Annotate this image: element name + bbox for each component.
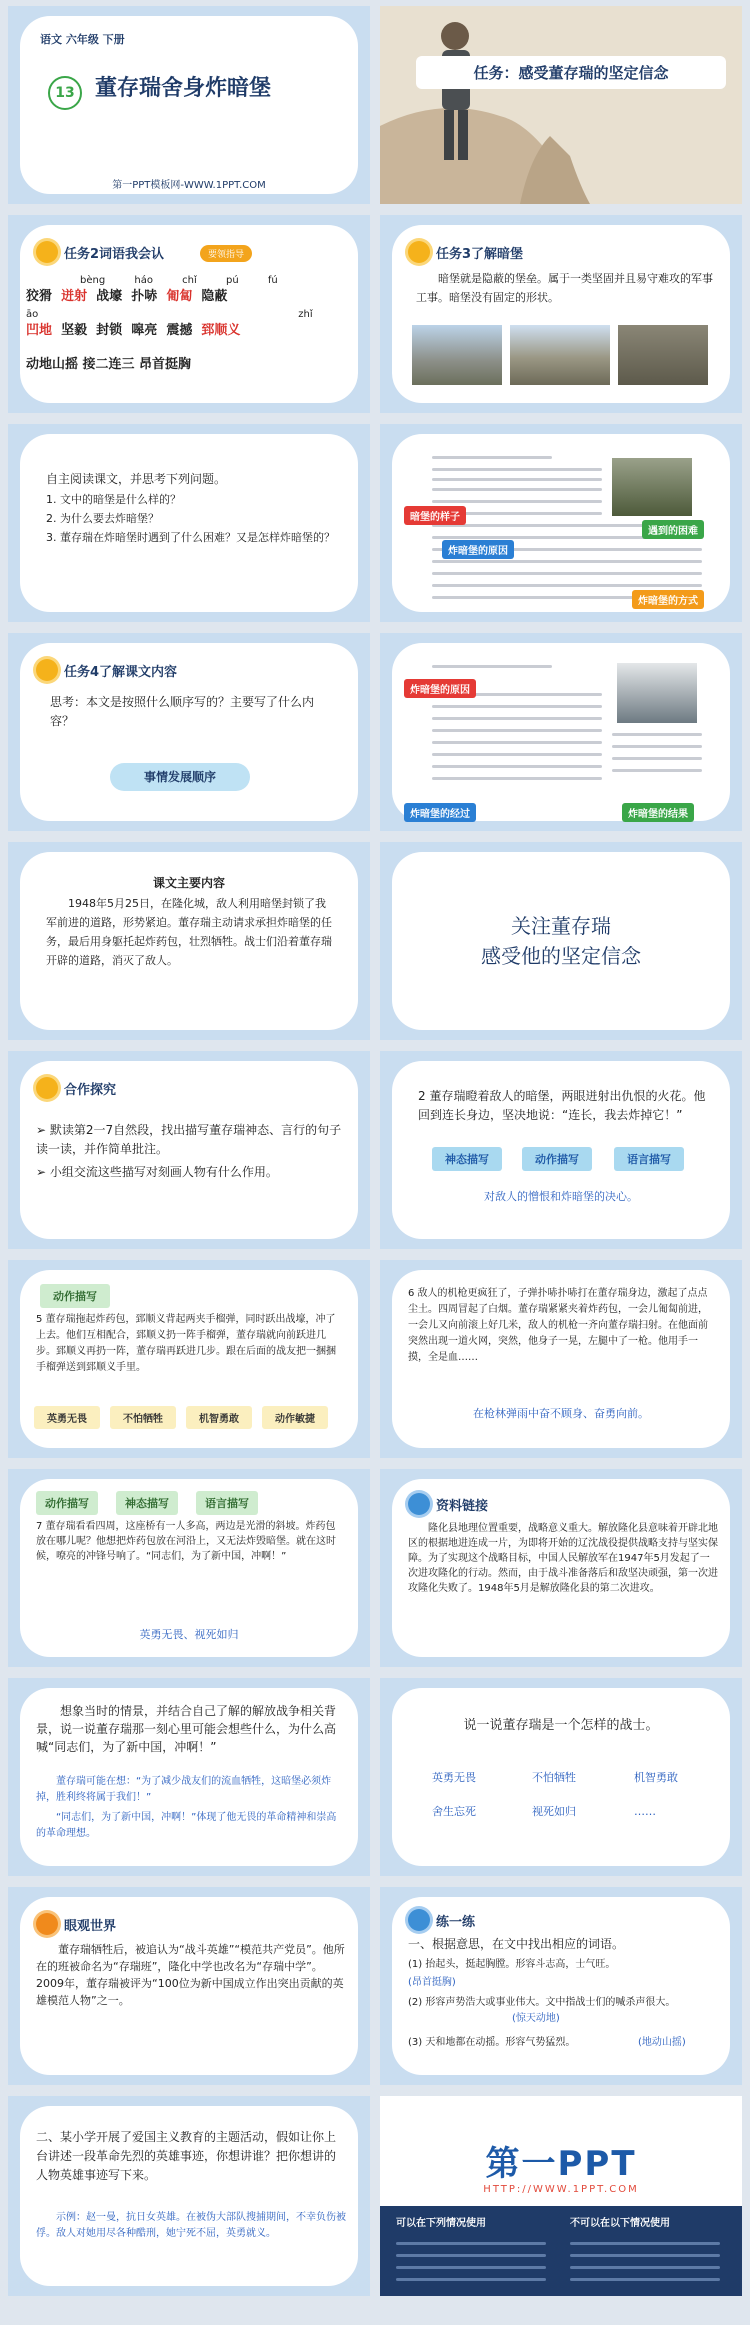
tag-difficulty: 遇到的困难 [642,520,704,539]
question-3: 3. 董存瑞在炸暗堡时遇到了什么困难？又是怎样炸暗堡的？ [46,531,335,544]
sun-icon [36,241,58,263]
globe-icon [36,1913,58,1935]
focus-line-1: 关注董存瑞 [511,914,611,938]
summary-body: 1948年5月25日，在隆化城，敌人利用暗堡封锁了我军前进的道路，形势紧迫。董存瑞主动请求承担炸暗堡的任务，最后用身躯托起炸药包，壮烈牺牲。战士们沿着董存瑞开辟的道路，消灭了敌人。 [46,897,332,967]
warrior-question: 说一说董存瑞是一个怎样的战士。 [463,1718,659,1733]
practice-a3: (地动山摇) [638,2037,686,2048]
slide-para6 [380,1260,742,1458]
vocab-line-1: 狡猾 迸射 战壕 扑哧 匍匐 隐蔽 [26,289,228,304]
trait-1: 英勇无畏 [432,1771,476,1784]
guide-badge[interactable]: 要领指导 [200,245,252,262]
reference-header: 资料链接 [408,1493,488,1515]
cooperation-bullet-1: ➢ 默读第2一7自然段，找出描写董存瑞神态、言行的句子读一读，并作简单批注。 [36,1123,342,1156]
question-2: 2. 为什么要去炸暗堡？ [46,512,159,525]
writing-question: 二、某小学开展了爱国主义教育的主题活动，假如让你上台讲述一段革命先烈的英雄事迹，你想讲谁？把你想讲的人物英雄事迹写下来。 [36,2130,337,2182]
slide-vocabulary [8,215,370,413]
para7-note: 英勇无畏、视死如归 [139,1628,239,1641]
tag-expression: 神态描写 [432,1147,502,1171]
slide-text-annotated-1 [380,424,742,622]
bunker-photo-2 [510,325,610,385]
pinyin-row-2: āo zhǐ [26,309,313,320]
focus-line-2: 感受他的坚定信念 [481,944,641,968]
trait-more: …… [634,1805,656,1818]
practice-header: 练一练 [408,1909,475,1931]
slide-task-banner [380,6,742,204]
tag-expression: 神态描写 [116,1491,178,1515]
illustration [612,458,692,516]
slide-para5 [8,1260,370,1458]
slide-reading-questions [8,424,370,622]
slide-text-annotated-2 [380,633,742,831]
answer-cloud: 事情发展顺序 [110,763,250,791]
thinking-question: 思考：本文是按照什么顺序写的？主要写了什么内容？ [50,695,315,728]
slide-warrior [380,1678,742,1876]
slide-imagine [8,1678,370,1876]
task-banner: 任务：感受董存瑞的坚定信念 [416,56,726,89]
pinyin-row: bèng háo chǐ pú fú [80,275,278,286]
grade-label: 语文 六年级 下册 [40,33,125,46]
practice-q2: (2) 形容声势浩大或事业伟大。文中指战士们的喊杀声很大。 [408,1997,676,2008]
summary-title: 课文主要内容 [152,876,225,890]
tag-action: 动作描写 [522,1147,592,1171]
tag-action: 动作描写 [40,1284,110,1308]
slide-practice [380,1887,742,2085]
site-label: 第一PPT模板网-WWW.1PPT.COM [112,180,266,191]
tag-reason: 炸暗堡的原因 [404,679,476,698]
imagine-question: 想象当时的情景，并结合自己了解的解放战争相关背景，说一说董存瑞那一刻心里可能会想些什么，为什么高喊“同志们，为了新中国，冲啊！” [36,1704,337,1754]
slide-para7 [8,1469,370,1667]
practice-title: 一、根据意思，在文中找出相应的词语。 [408,1937,625,1951]
reading-prompt: 自主阅读课文，并思考下列问题。 [46,472,227,486]
para6-note: 在枪林弹雨中奋不顾身、奋勇向前。 [473,1407,649,1420]
practice-q3: (3) 天和地都在动摇。形容气势猛烈。 [408,2037,576,2048]
trait-3: 机智勇敢 [634,1771,678,1784]
tag-action: 动作描写 [36,1491,98,1515]
bunker-photo-1 [412,325,502,385]
sun-icon [408,241,430,263]
para2-note: 对敌人的憎恨和炸暗堡的决心。 [484,1190,638,1203]
slide-world [8,1887,370,2085]
practice-a1: (昂首挺胸) [408,1977,456,1988]
world-text: 董存瑞牺牲后，被追认为“战斗英雄”“模范共产党员”。他所在的班被命名为“存瑞班”，隆化中学也改名为“存瑞中学”。2009年，董存瑞被评为“100位为新中国成立作出突出贡献的英雄模范人物”之一。 [36,1943,345,2007]
para6-text: 6 敌人的机枪更疯狂了，子弹扑哧扑哧打在董存瑞身边，激起了点点尘土。四周冒起了白烟。董存瑞紧紧夹着炸药包，一会儿匍匐前进，一会儿又向前滚上好几米，敌人的机枪一齐向董存瑞扫射。在他面前突然出现一道火网，突然，他身子一晃，左腿中了一枪。他用手一摸，全是血…… [408,1288,708,1363]
vocab-line-2: 凹地 坚毅 封锁 嗥亮 震撼 郅顺义 [26,323,241,338]
tag-bunker-look: 暗堡的样子 [404,506,466,525]
usage-allowed-title: 可以在下列情况使用 [396,2218,486,2229]
question-1: 1. 文中的暗堡是什么样的？ [46,493,181,506]
chip-wise: 机智勇敢 [186,1406,252,1429]
slide-summary [8,842,370,1040]
brand-footer [380,2206,742,2296]
chip-brave: 英勇无畏 [34,1406,100,1429]
chip-fearless: 不怕牺牲 [110,1406,176,1429]
sun-icon [36,659,58,681]
tag-method: 炸暗堡的方式 [632,590,704,609]
imagine-answer-2: “同志们，为了新中国，冲啊！”体现了他无畏的革命精神和崇高的革命理想。 [36,1812,337,1839]
vocab-line-3: 动地山摇 接二连三 昂首挺胸 [26,357,192,372]
star-icon [36,1077,58,1099]
usage-forbidden-title: 不可以在以下情况使用 [570,2218,670,2229]
tag-speech: 语言描写 [614,1147,684,1171]
trait-5: 视死如归 [532,1805,576,1818]
trait-2: 不怕牺牲 [532,1771,576,1784]
reference-text: 隆化县地理位置重要，战略意义重大。解放隆化县意味着开辟北地区的根据地进连成一片，为即将开始的辽沈战役提供战略支持与坚实保障。为了实现这个战略目标，中国人民解放军在1947年5月发起了一次进攻隆化的行动。然而，由于战斗准备落后和敌坚决顽强，第一次进攻隆化失败了。1948年5月是解放隆化县的第二次进攻。 [408,1523,718,1594]
book-icon [408,1493,430,1515]
brand-url: HTTP://WWW.1PPT.COM [483,2184,639,2195]
lesson-title: 董存瑞舍身炸暗堡 [95,76,272,101]
slide-content-task [8,633,370,831]
bunker-photo-3 [618,325,708,385]
brand-logo: 第一PPT [485,2144,637,2184]
writing-example: 示例：赵一曼，抗日女英雄。在被伪大部队搜捕期间，不幸负伤被俘。敌人对她用尽各种酷刑，她宁死不屈，英勇就义。 [36,2212,346,2239]
bunker-description: 暗堡就是隐蔽的堡垒。属于一类坚固并且易守难攻的军事工事。暗堡没有固定的形状。 [416,272,713,304]
soldier-illustration [380,6,742,204]
slide-cover [8,6,370,204]
tag-reason: 炸暗堡的原因 [442,540,514,559]
slide-writing [8,2096,370,2296]
lesson-number-badge: 13 [48,76,82,110]
imagine-answer-1: 董存瑞可能在想：“为了减少战友们的流血牺牲，这暗堡必须炸掉，胜利终将属于我们！” [36,1776,332,1803]
tag-speech: 语言描写 [196,1491,258,1515]
content-header: 任务4了解课文内容 [36,659,177,681]
practice-a2: (惊天动地) [512,2013,560,2024]
illustration [617,663,697,723]
para7-text: 7 董存瑞看看四周，这座桥有一人多高，两边是光滑的斜坡。炸药包放在哪儿呢？他想把炸药包放在河沿上，又无法炸毁暗堡。就在这时候，嘹亮的冲锋号响了。“同志们，为了新中国，冲啊！” [36,1521,336,1562]
bunker-header: 任务3了解暗堡 [408,241,523,263]
world-header: 眼观世界 [36,1913,116,1935]
slide-focus [380,842,742,1040]
slide-reference [380,1469,742,1667]
practice-q1: (1) 抬起头，挺起胸膛。形容斗志高，士气旺。 [408,1959,616,1970]
pencil-icon [408,1909,430,1931]
cooperation-bullet-2: ➢ 小组交流这些描写对刻画人物有什么作用。 [36,1165,278,1179]
tag-result: 炸暗堡的结果 [622,803,694,822]
para2-text: 2 董存瑞瞪着敌人的暗堡，两眼迸射出仇恨的火花。他回到连长身边，坚决地说：“连长，我去炸掉它！” [418,1089,706,1122]
trait-4: 舍生忘死 [432,1805,476,1818]
slide-para2 [380,1051,742,1249]
cooperation-header: 合作探究 [36,1077,116,1099]
slide-brand [380,2096,742,2296]
tag-process: 炸暗堡的经过 [404,803,476,822]
para5-text: 5 董存瑞拖起炸药包，郅顺义背起两夹手榴弹，同时跃出战壕，冲了上去。他们互相配合，郅顺义扔一阵手榴弹，董存瑞就向前跃进几步。郅顺义再扔一阵，董存瑞再跃进几步。跟在后面的战友把一捆捆手榴弹送到郅顺义手里。 [36,1314,336,1373]
slide-cooperation [8,1051,370,1249]
slide-bunker-intro [380,215,742,413]
vocab-header: 任务2词语我会认 [36,241,164,263]
chip-agile: 动作敏捷 [262,1406,328,1429]
